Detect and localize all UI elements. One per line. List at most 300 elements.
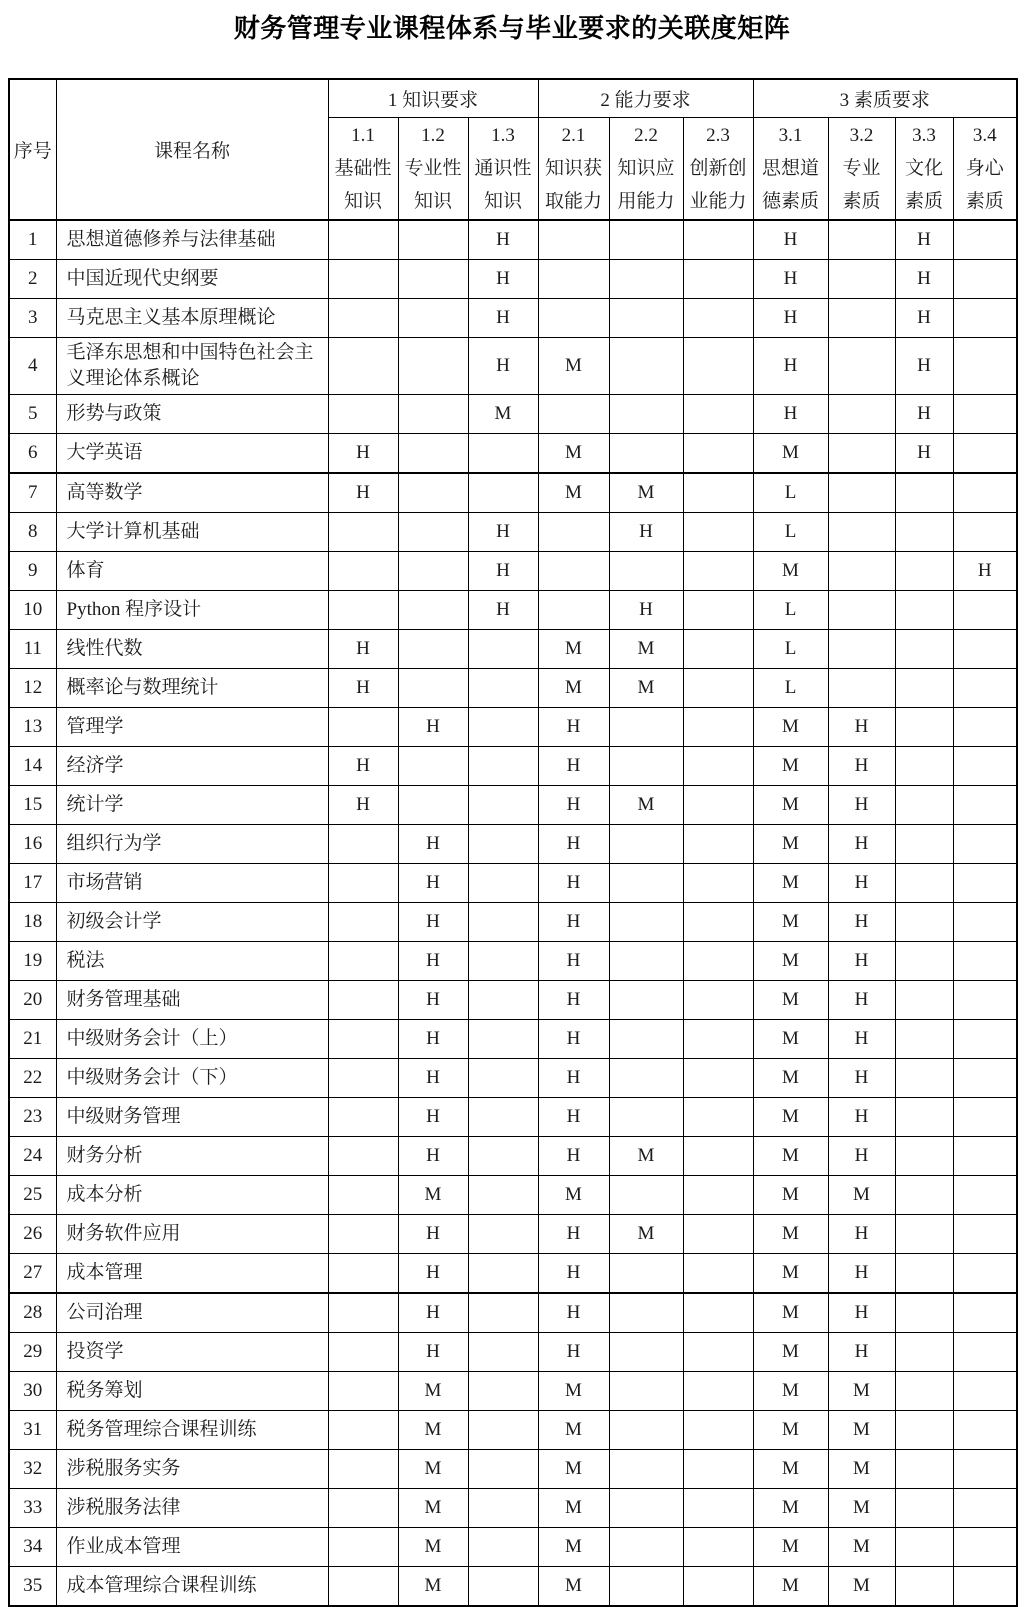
table-row — [9, 1098, 1017, 1137]
matrix-cell-1.3 — [468, 1215, 538, 1254]
matrix-cell-3.1: H — [753, 299, 828, 338]
table-row — [9, 513, 1017, 552]
row-number: 31 — [9, 1411, 56, 1450]
matrix-cell-3.1: M — [753, 903, 828, 942]
matrix-cell-2.1: H — [538, 1020, 609, 1059]
matrix-cell-2.3 — [683, 1528, 753, 1567]
matrix-cell-2.1: H — [538, 1098, 609, 1137]
matrix-cell-1.1: H — [328, 747, 398, 786]
matrix-cell-1.3 — [468, 903, 538, 942]
header-col-1-1: 1.1 基础性 知识 — [328, 118, 398, 221]
matrix-cell-3.4 — [953, 260, 1017, 299]
course-name: 税法 — [56, 942, 328, 981]
matrix-cell-2.2 — [609, 864, 683, 903]
matrix-cell-3.3 — [895, 1137, 953, 1176]
matrix-cell-3.3 — [895, 1293, 953, 1333]
matrix-cell-1.1 — [328, 1293, 398, 1333]
matrix-cell-1.1 — [328, 1137, 398, 1176]
matrix-cell-2.1: M — [538, 1411, 609, 1450]
matrix-cell-3.4 — [953, 220, 1017, 260]
matrix-cell-1.1 — [328, 1254, 398, 1294]
matrix-cell-3.1: M — [753, 942, 828, 981]
matrix-cell-3.2 — [828, 513, 895, 552]
matrix-cell-1.3 — [468, 1489, 538, 1528]
matrix-cell-2.1: M — [538, 473, 609, 513]
matrix-cell-3.1: M — [753, 1020, 828, 1059]
course-name: 思想道德修养与法律基础 — [56, 220, 328, 260]
matrix-cell-3.4 — [953, 1176, 1017, 1215]
matrix-cell-1.3: H — [468, 513, 538, 552]
matrix-cell-3.1: M — [753, 981, 828, 1020]
matrix-cell-3.3 — [895, 1176, 953, 1215]
matrix-cell-3.4 — [953, 1567, 1017, 1607]
matrix-cell-3.4 — [953, 981, 1017, 1020]
matrix-cell-3.4 — [953, 434, 1017, 474]
matrix-cell-3.3 — [895, 825, 953, 864]
matrix-cell-2.2 — [609, 981, 683, 1020]
matrix-cell-2.3 — [683, 708, 753, 747]
course-name: 中级财务会计（上） — [56, 1020, 328, 1059]
matrix-cell-3.3 — [895, 1411, 953, 1450]
row-number: 7 — [9, 473, 56, 513]
course-name: 体育 — [56, 552, 328, 591]
matrix-cell-1.1: H — [328, 786, 398, 825]
matrix-cell-3.4 — [953, 1528, 1017, 1567]
table-row — [9, 591, 1017, 630]
matrix-cell-3.2: M — [828, 1450, 895, 1489]
table-row — [9, 1137, 1017, 1176]
matrix-cell-1.3 — [468, 786, 538, 825]
matrix-cell-2.1: H — [538, 981, 609, 1020]
matrix-cell-2.3 — [683, 669, 753, 708]
matrix-cell-2.1: M — [538, 338, 609, 395]
header-group-knowledge: 1 知识要求 — [328, 79, 538, 118]
table-row — [9, 1254, 1017, 1294]
matrix-cell-2.1: M — [538, 630, 609, 669]
table-row — [9, 338, 1017, 395]
matrix-cell-2.1 — [538, 591, 609, 630]
matrix-cell-3.4 — [953, 473, 1017, 513]
matrix-cell-3.2: M — [828, 1489, 895, 1528]
row-number: 12 — [9, 669, 56, 708]
matrix-cell-3.4 — [953, 1489, 1017, 1528]
row-number: 24 — [9, 1137, 56, 1176]
matrix-cell-2.1: H — [538, 1333, 609, 1372]
matrix-cell-2.1: M — [538, 1176, 609, 1215]
matrix-cell-2.3 — [683, 473, 753, 513]
matrix-cell-3.4 — [953, 1333, 1017, 1372]
matrix-cell-3.4 — [953, 1254, 1017, 1294]
matrix-cell-1.3 — [468, 1059, 538, 1098]
matrix-cell-3.3 — [895, 1254, 953, 1294]
matrix-cell-2.3 — [683, 1176, 753, 1215]
matrix-cell-3.2: M — [828, 1567, 895, 1607]
matrix-cell-3.2 — [828, 299, 895, 338]
matrix-cell-1.2: H — [398, 1215, 468, 1254]
table-row — [9, 747, 1017, 786]
table-row — [9, 395, 1017, 434]
table-row — [9, 220, 1017, 260]
matrix-cell-3.4 — [953, 591, 1017, 630]
matrix-cell-1.1 — [328, 552, 398, 591]
table-row — [9, 708, 1017, 747]
row-number: 27 — [9, 1254, 56, 1294]
matrix-cell-2.1 — [538, 395, 609, 434]
matrix-cell-2.3 — [683, 903, 753, 942]
matrix-cell-1.2: H — [398, 825, 468, 864]
matrix-cell-1.3 — [468, 1254, 538, 1294]
matrix-cell-1.3 — [468, 942, 538, 981]
matrix-cell-3.1: M — [753, 434, 828, 474]
matrix-cell-3.1: M — [753, 1293, 828, 1333]
course-name: 作业成本管理 — [56, 1528, 328, 1567]
matrix-cell-1.2: M — [398, 1567, 468, 1607]
matrix-cell-3.2: H — [828, 786, 895, 825]
matrix-cell-3.2 — [828, 591, 895, 630]
matrix-cell-3.1: M — [753, 1411, 828, 1450]
matrix-cell-1.1 — [328, 708, 398, 747]
row-number: 28 — [9, 1293, 56, 1333]
course-name: 税务管理综合课程训练 — [56, 1411, 328, 1450]
matrix-cell-1.2: H — [398, 1020, 468, 1059]
matrix-cell-1.2 — [398, 338, 468, 395]
matrix-cell-3.1: M — [753, 708, 828, 747]
matrix-cell-3.3 — [895, 1528, 953, 1567]
matrix-cell-2.1: M — [538, 1489, 609, 1528]
matrix-cell-3.4 — [953, 1411, 1017, 1450]
page-title: 财务管理专业课程体系与毕业要求的关联度矩阵 — [233, 13, 791, 43]
header-course-name: 课程名称 — [56, 79, 328, 220]
matrix-cell-3.3 — [895, 1215, 953, 1254]
table-row — [9, 552, 1017, 591]
row-number: 18 — [9, 903, 56, 942]
matrix-cell-3.1: H — [753, 220, 828, 260]
matrix-cell-1.2: M — [398, 1411, 468, 1450]
matrix-cell-1.3 — [468, 1176, 538, 1215]
row-number: 35 — [9, 1567, 56, 1607]
matrix-cell-3.2: H — [828, 981, 895, 1020]
matrix-cell-2.1: H — [538, 1137, 609, 1176]
matrix-cell-2.2 — [609, 395, 683, 434]
matrix-cell-2.2 — [609, 1098, 683, 1137]
matrix-cell-1.3: H — [468, 338, 538, 395]
matrix-cell-3.3: H — [895, 260, 953, 299]
matrix-cell-2.3 — [683, 1372, 753, 1411]
matrix-cell-2.2: M — [609, 1137, 683, 1176]
table-body — [9, 220, 1017, 1606]
table-row — [9, 1059, 1017, 1098]
course-name: 市场营销 — [56, 864, 328, 903]
matrix-cell-3.1: M — [753, 1254, 828, 1294]
matrix-cell-1.2 — [398, 630, 468, 669]
course-name: 成本分析 — [56, 1176, 328, 1215]
matrix-cell-1.2: M — [398, 1489, 468, 1528]
table-row — [9, 1020, 1017, 1059]
matrix-cell-3.3: H — [895, 434, 953, 474]
matrix-cell-3.1: M — [753, 1176, 828, 1215]
course-name: 初级会计学 — [56, 903, 328, 942]
course-name: 财务分析 — [56, 1137, 328, 1176]
matrix-cell-2.2 — [609, 299, 683, 338]
matrix-cell-3.1: L — [753, 630, 828, 669]
matrix-cell-1.1 — [328, 942, 398, 981]
table-row — [9, 1489, 1017, 1528]
table-row — [9, 1450, 1017, 1489]
header-col-3-4: 3.4 身心 素质 — [953, 118, 1017, 221]
matrix-cell-2.3 — [683, 434, 753, 474]
matrix-cell-2.3 — [683, 630, 753, 669]
row-number: 26 — [9, 1215, 56, 1254]
matrix-cell-3.1: M — [753, 1098, 828, 1137]
row-number: 32 — [9, 1450, 56, 1489]
row-number: 6 — [9, 434, 56, 474]
matrix-cell-1.1 — [328, 1450, 398, 1489]
matrix-cell-1.2: H — [398, 903, 468, 942]
course-name: 管理学 — [56, 708, 328, 747]
matrix-cell-3.1: M — [753, 1450, 828, 1489]
matrix-cell-1.3 — [468, 981, 538, 1020]
matrix-cell-1.3 — [468, 1411, 538, 1450]
matrix-cell-3.2: H — [828, 1137, 895, 1176]
matrix-cell-3.2: M — [828, 1528, 895, 1567]
matrix-cell-3.3: H — [895, 338, 953, 395]
matrix-cell-1.2: H — [398, 942, 468, 981]
matrix-cell-1.1 — [328, 1176, 398, 1215]
matrix-cell-3.3 — [895, 786, 953, 825]
matrix-cell-2.3 — [683, 260, 753, 299]
course-name: 税务筹划 — [56, 1372, 328, 1411]
matrix-cell-1.2 — [398, 473, 468, 513]
matrix-cell-3.3 — [895, 473, 953, 513]
matrix-cell-1.2: H — [398, 1333, 468, 1372]
matrix-cell-3.3 — [895, 630, 953, 669]
matrix-cell-1.1: H — [328, 473, 398, 513]
course-name: 高等数学 — [56, 473, 328, 513]
matrix-cell-2.2 — [609, 260, 683, 299]
matrix-cell-3.3 — [895, 981, 953, 1020]
table-row — [9, 1411, 1017, 1450]
table-row — [9, 1372, 1017, 1411]
matrix-cell-2.2 — [609, 1254, 683, 1294]
matrix-cell-1.1 — [328, 338, 398, 395]
matrix-cell-1.1 — [328, 260, 398, 299]
matrix-cell-2.1: H — [538, 747, 609, 786]
matrix-cell-3.4 — [953, 1293, 1017, 1333]
row-number: 4 — [9, 338, 56, 395]
matrix-cell-1.2 — [398, 260, 468, 299]
matrix-cell-3.2 — [828, 630, 895, 669]
matrix-cell-1.3: H — [468, 299, 538, 338]
matrix-cell-3.1: M — [753, 1137, 828, 1176]
matrix-cell-1.2: H — [398, 708, 468, 747]
row-number: 20 — [9, 981, 56, 1020]
matrix-cell-2.1: M — [538, 1567, 609, 1607]
matrix-cell-2.3 — [683, 1137, 753, 1176]
matrix-cell-2.1 — [538, 552, 609, 591]
matrix-cell-2.2 — [609, 338, 683, 395]
matrix-cell-1.3 — [468, 434, 538, 474]
table-row — [9, 942, 1017, 981]
matrix-cell-2.3 — [683, 864, 753, 903]
matrix-cell-2.2: M — [609, 669, 683, 708]
matrix-cell-3.3 — [895, 1059, 953, 1098]
course-name: 财务管理基础 — [56, 981, 328, 1020]
matrix-cell-3.2: H — [828, 1098, 895, 1137]
matrix-cell-2.2 — [609, 220, 683, 260]
matrix-cell-1.3 — [468, 1137, 538, 1176]
course-name: 马克思主义基本原理概论 — [56, 299, 328, 338]
matrix-cell-2.3 — [683, 1489, 753, 1528]
matrix-cell-2.2 — [609, 903, 683, 942]
matrix-cell-3.3: H — [895, 220, 953, 260]
matrix-cell-3.4 — [953, 669, 1017, 708]
document-page — [0, 8, 1024, 1607]
matrix-cell-3.2: H — [828, 864, 895, 903]
row-number: 22 — [9, 1059, 56, 1098]
matrix-cell-1.3 — [468, 1372, 538, 1411]
matrix-cell-3.3 — [895, 513, 953, 552]
matrix-cell-3.1: L — [753, 513, 828, 552]
curriculum-matrix-table — [8, 78, 1018, 1607]
header-col-3-2: 3.2 专业 素质 — [828, 118, 895, 221]
row-number: 9 — [9, 552, 56, 591]
row-number: 3 — [9, 299, 56, 338]
matrix-cell-2.2 — [609, 552, 683, 591]
header-col-1-3: 1.3 通识性 知识 — [468, 118, 538, 221]
table-row — [9, 669, 1017, 708]
course-name: 成本管理 — [56, 1254, 328, 1294]
course-name: 大学英语 — [56, 434, 328, 474]
matrix-cell-2.1: H — [538, 825, 609, 864]
matrix-cell-1.3 — [468, 1567, 538, 1607]
matrix-cell-2.1: H — [538, 1254, 609, 1294]
matrix-cell-2.2 — [609, 1489, 683, 1528]
matrix-cell-1.1 — [328, 1411, 398, 1450]
matrix-cell-3.4 — [953, 1372, 1017, 1411]
matrix-cell-2.1: H — [538, 864, 609, 903]
matrix-cell-3.4 — [953, 864, 1017, 903]
table-row — [9, 903, 1017, 942]
matrix-cell-1.3 — [468, 747, 538, 786]
matrix-cell-1.3: H — [468, 260, 538, 299]
row-number: 19 — [9, 942, 56, 981]
matrix-cell-2.2 — [609, 942, 683, 981]
course-name: 成本管理综合课程训练 — [56, 1567, 328, 1607]
matrix-cell-3.1: M — [753, 1333, 828, 1372]
matrix-cell-2.3 — [683, 395, 753, 434]
matrix-cell-1.3 — [468, 1333, 538, 1372]
header-group-row — [9, 79, 1017, 118]
matrix-cell-3.2 — [828, 395, 895, 434]
matrix-cell-3.2: M — [828, 1411, 895, 1450]
matrix-cell-1.1 — [328, 1020, 398, 1059]
matrix-cell-3.2: H — [828, 1293, 895, 1333]
row-number: 1 — [9, 220, 56, 260]
matrix-cell-1.3 — [468, 1450, 538, 1489]
matrix-cell-2.3 — [683, 1059, 753, 1098]
row-number: 34 — [9, 1528, 56, 1567]
row-number: 13 — [9, 708, 56, 747]
matrix-cell-3.1: M — [753, 1567, 828, 1607]
matrix-cell-2.3 — [683, 338, 753, 395]
matrix-cell-2.1: M — [538, 1528, 609, 1567]
matrix-cell-2.2: H — [609, 513, 683, 552]
matrix-cell-2.3 — [683, 1411, 753, 1450]
matrix-cell-3.2: M — [828, 1372, 895, 1411]
row-number: 33 — [9, 1489, 56, 1528]
table-row — [9, 1567, 1017, 1607]
matrix-cell-3.2: H — [828, 1254, 895, 1294]
matrix-cell-3.4 — [953, 708, 1017, 747]
matrix-cell-1.3 — [468, 1098, 538, 1137]
matrix-cell-1.2 — [398, 220, 468, 260]
matrix-cell-3.2 — [828, 220, 895, 260]
matrix-cell-3.3 — [895, 669, 953, 708]
matrix-cell-1.2: H — [398, 1098, 468, 1137]
matrix-cell-1.3: H — [468, 591, 538, 630]
matrix-cell-1.1: H — [328, 630, 398, 669]
matrix-cell-3.3 — [895, 1567, 953, 1607]
matrix-cell-1.1 — [328, 1333, 398, 1372]
matrix-cell-3.2 — [828, 434, 895, 474]
matrix-cell-2.1: H — [538, 1215, 609, 1254]
matrix-cell-3.3 — [895, 708, 953, 747]
matrix-cell-2.1: H — [538, 786, 609, 825]
course-name: 统计学 — [56, 786, 328, 825]
header-col-3-1: 3.1 思想道 德素质 — [753, 118, 828, 221]
course-name: 中国近现代史纲要 — [56, 260, 328, 299]
row-number: 5 — [9, 395, 56, 434]
matrix-cell-3.2: H — [828, 1020, 895, 1059]
table-row — [9, 1333, 1017, 1372]
matrix-cell-1.2 — [398, 552, 468, 591]
matrix-cell-1.1 — [328, 1489, 398, 1528]
matrix-cell-3.2 — [828, 338, 895, 395]
table-row — [9, 434, 1017, 474]
matrix-cell-3.1: M — [753, 1528, 828, 1567]
matrix-cell-2.3 — [683, 299, 753, 338]
matrix-cell-2.3 — [683, 1450, 753, 1489]
matrix-cell-3.2 — [828, 669, 895, 708]
course-name: 中级财务管理 — [56, 1098, 328, 1137]
matrix-cell-2.1: H — [538, 903, 609, 942]
matrix-cell-1.3: H — [468, 220, 538, 260]
matrix-cell-1.3: H — [468, 552, 538, 591]
header-group-ability: 2 能力要求 — [538, 79, 753, 118]
matrix-cell-1.1 — [328, 591, 398, 630]
matrix-cell-1.2: H — [398, 981, 468, 1020]
course-name: 投资学 — [56, 1333, 328, 1372]
row-number: 29 — [9, 1333, 56, 1372]
matrix-cell-1.2: H — [398, 1254, 468, 1294]
matrix-cell-2.3 — [683, 591, 753, 630]
matrix-cell-3.1: M — [753, 1372, 828, 1411]
matrix-cell-2.2 — [609, 747, 683, 786]
matrix-cell-2.2: H — [609, 591, 683, 630]
course-name: 涉税服务法律 — [56, 1489, 328, 1528]
matrix-cell-1.2 — [398, 434, 468, 474]
matrix-cell-1.3 — [468, 825, 538, 864]
matrix-cell-2.2 — [609, 1333, 683, 1372]
course-name: Python 程序设计 — [56, 591, 328, 630]
matrix-cell-1.2: H — [398, 1137, 468, 1176]
matrix-cell-2.1: H — [538, 1059, 609, 1098]
matrix-cell-3.3 — [895, 552, 953, 591]
course-name: 涉税服务实务 — [56, 1450, 328, 1489]
matrix-cell-2.3 — [683, 1098, 753, 1137]
row-number: 8 — [9, 513, 56, 552]
matrix-cell-1.3 — [468, 864, 538, 903]
